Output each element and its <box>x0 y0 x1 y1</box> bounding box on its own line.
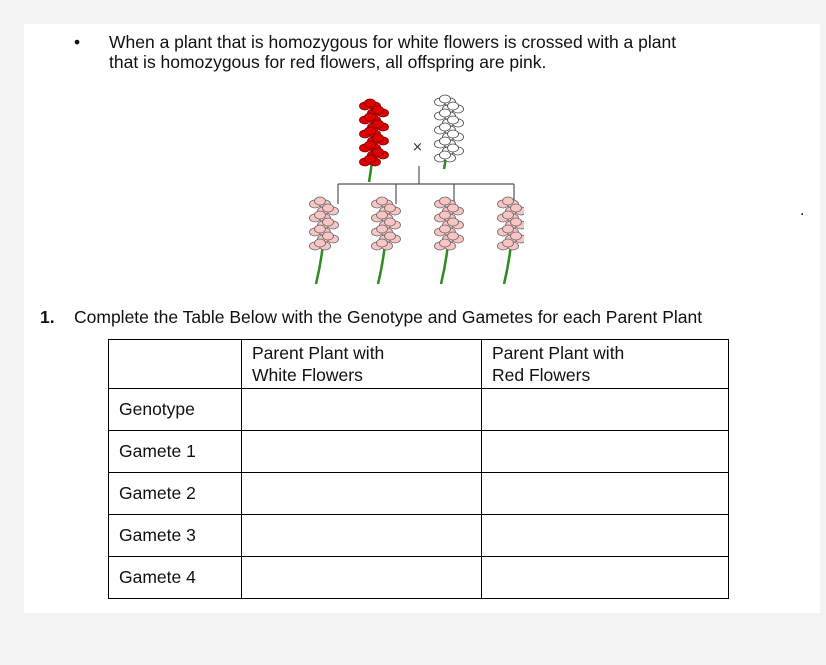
pink-offspring-flowers <box>310 197 525 284</box>
red-parent-flower <box>360 99 389 182</box>
header-white-line-1: Parent Plant with <box>252 343 385 363</box>
white-parent-flower <box>435 95 464 169</box>
table-row <box>109 431 729 473</box>
row-label: Gamete 3 <box>109 515 242 557</box>
stray-mark: . <box>800 202 805 219</box>
white-genotype-cell[interactable] <box>242 389 482 431</box>
table-row <box>109 515 729 557</box>
table-row <box>109 389 729 431</box>
table-row <box>109 473 729 515</box>
header-red-line-2: Red Flowers <box>492 365 591 385</box>
red-gamete-4-cell[interactable] <box>482 557 729 599</box>
cross-symbol: × <box>412 140 423 155</box>
header-red-parent <box>482 340 729 389</box>
table-row <box>109 557 729 599</box>
genotype-gamete-table <box>108 339 729 599</box>
header-white-parent <box>242 340 482 389</box>
red-gamete-2-cell[interactable] <box>482 473 729 515</box>
question-1 <box>40 307 702 328</box>
white-gamete-1-cell[interactable] <box>242 431 482 473</box>
header-empty-cell <box>109 340 242 389</box>
bullet-text <box>109 32 769 72</box>
red-gamete-3-cell[interactable] <box>482 515 729 557</box>
bullet-line-2: that is homozygous for red flowers, all offspring are pink. <box>109 52 547 72</box>
row-label: Gamete 4 <box>109 557 242 599</box>
question-text: Complete the Table Below with the Genotype and Gametes for each Parent Plant <box>74 307 703 327</box>
header-white-line-2: White Flowers <box>252 365 363 385</box>
row-label: Gamete 2 <box>109 473 242 515</box>
question-number: 1. <box>40 307 55 327</box>
table-header-row <box>109 340 729 389</box>
row-label: Genotype <box>109 389 242 431</box>
cross-connector-lines <box>338 166 514 204</box>
white-gamete-4-cell[interactable] <box>242 557 482 599</box>
red-gamete-1-cell[interactable] <box>482 431 729 473</box>
row-label: Gamete 1 <box>109 431 242 473</box>
white-gamete-3-cell[interactable] <box>242 515 482 557</box>
white-gamete-2-cell[interactable] <box>242 473 482 515</box>
header-red-line-1: Parent Plant with <box>492 343 625 363</box>
worksheet-page <box>24 24 820 613</box>
bullet-dot: • <box>74 32 81 52</box>
bullet-line-1: When a plant that is homozygous for white flowers is crossed with a plant <box>109 32 677 52</box>
flower-cross-diagram <box>274 94 524 289</box>
red-genotype-cell[interactable] <box>482 389 729 431</box>
